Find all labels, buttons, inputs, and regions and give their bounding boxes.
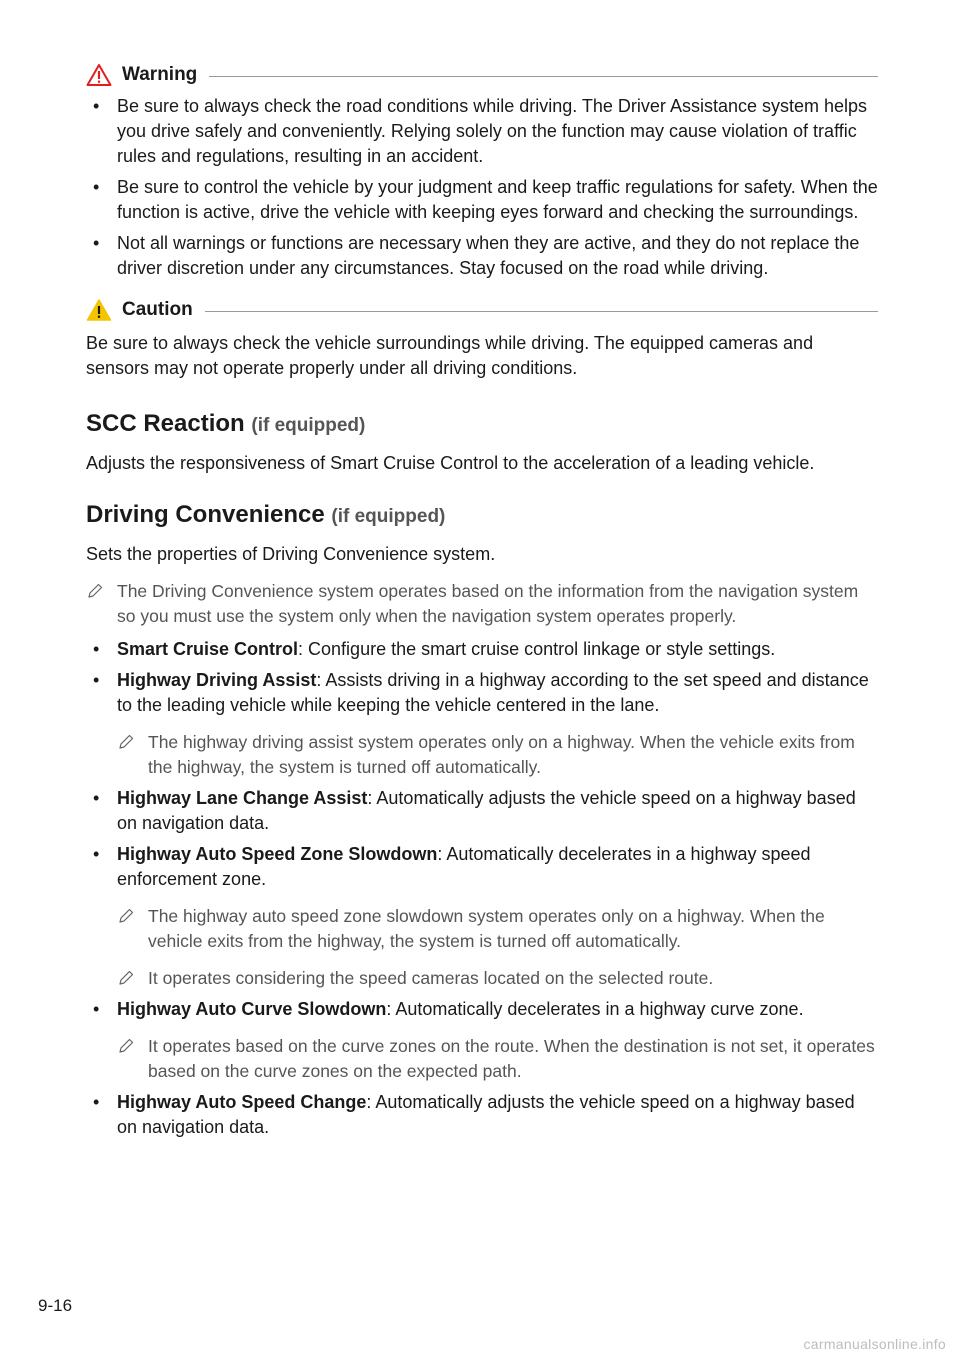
pencil-note-icon: [117, 1037, 135, 1055]
warning-list: [86, 94, 878, 281]
driving-convenience-heading: Driving Convenience (if equipped): [86, 501, 446, 528]
convenience-note: The Driving Convenience system operates based on the information from the navigation system so you must use the system only when the navigation system operates properly.: [86, 579, 878, 629]
scc-optional-tag: (if equipped): [251, 415, 366, 436]
pencil-note-icon: [117, 969, 135, 987]
caution-label: Caution: [122, 299, 193, 320]
page-content: [86, 60, 878, 1146]
warning-item: • Not all warnings or functions are necessary when they are active, and they do not replace the driver discretion under any circumstances. Stay focused on the road while driving.: [93, 233, 860, 278]
caution-header: [86, 295, 878, 325]
caution-divider: [205, 311, 878, 312]
list-item-highway-lane-change-assist: • Highway Lane Change Assist: Automatically adjusts the vehicle speed on a highway based on navigation data.: [93, 788, 856, 833]
pencil-note-icon: [117, 733, 135, 751]
speed-zone-slowdown-note: The highway auto speed zone slowdown system operates only on a highway. When the vehicle exits from the highway, the system is turned off automatically.: [117, 904, 878, 954]
scc-reaction-text: Adjusts the responsiveness of Smart Cruise Control to the acceleration of a leading vehicle.: [86, 453, 815, 473]
warning-triangle-icon: [86, 63, 112, 87]
highway-driving-assist-note: The highway driving assist system operates only on a highway. When the vehicle exits from the highway, the system is turned off automatically.: [117, 730, 878, 780]
watermark-link[interactable]: carmanualsonline.info: [803, 1336, 946, 1352]
caution-text: Be sure to always check the vehicle surroundings while driving. The equipped cameras and sensors may not operate properly under all driving conditions.: [86, 333, 814, 378]
list-item-highway-driving-assist: • Highway Driving Assist: Assists driving in a highway according to the set speed and distance to the leading vehicle while keeping the vehicle centered in the lane. The highway driving assist system operates only on a highway. When the vehicle exits from the highway, the system is turned off automatically.: [86, 668, 878, 780]
pencil-note-icon: [86, 582, 104, 600]
list-item-highway-auto-speed-zone-slowdown: • Highway Auto Speed Zone Slowdown: Automatically decelerates in a highway speed enforcement zone. The highway auto speed zone slowdown system operates only on a highway. When the vehicle exits from the highway, the system is turned off automatically. It operates considering the speed cameras located on the selected route.: [86, 842, 878, 991]
convenience-list: [86, 637, 878, 1140]
warning-divider: [209, 76, 878, 77]
list-item-highway-auto-curve-slowdown: • Highway Auto Curve Slowdown: Automatically decelerates in a highway curve zone. It operates based on the curve zones on the route. When the destination is not set, it operates based on the curve zones on the expected path.: [86, 997, 878, 1084]
driving-convenience-text: Sets the properties of Driving Convenience system.: [86, 544, 496, 564]
pencil-note-icon: [117, 907, 135, 925]
caution-triangle-icon: [86, 298, 112, 322]
page-number: 9-16: [38, 1296, 73, 1315]
warning-item: • Be sure to control the vehicle by your judgment and keep traffic regulations for safety. When the function is active, drive the vehicle with keeping eyes forward and checking the surroundings.: [93, 177, 878, 222]
warning-header: [86, 60, 878, 90]
curve-slowdown-note: It operates based on the curve zones on the route. When the destination is not set, it operates based on the curve zones on the expected path.: [117, 1034, 878, 1084]
list-item-smart-cruise-control: • Smart Cruise Control: Configure the smart cruise control linkage or style settings.: [93, 639, 776, 659]
speed-camera-note: It operates considering the speed cameras located on the selected route.: [117, 966, 878, 991]
warning-item: • Be sure to always check the road conditions while driving. The Driver Assistance system helps you drive safely and conveniently. Relying solely on the function may cause violation of traffic rules and regulations, resulting in an accident.: [93, 96, 868, 166]
warning-label: Warning: [122, 64, 198, 85]
scc-reaction-heading: SCC Reaction (if equipped): [86, 410, 366, 437]
convenience-optional-tag: (if equipped): [331, 506, 446, 527]
list-item-highway-auto-speed-change: • Highway Auto Speed Change: Automatically adjusts the vehicle speed on a highway based on navigation data.: [93, 1092, 855, 1137]
